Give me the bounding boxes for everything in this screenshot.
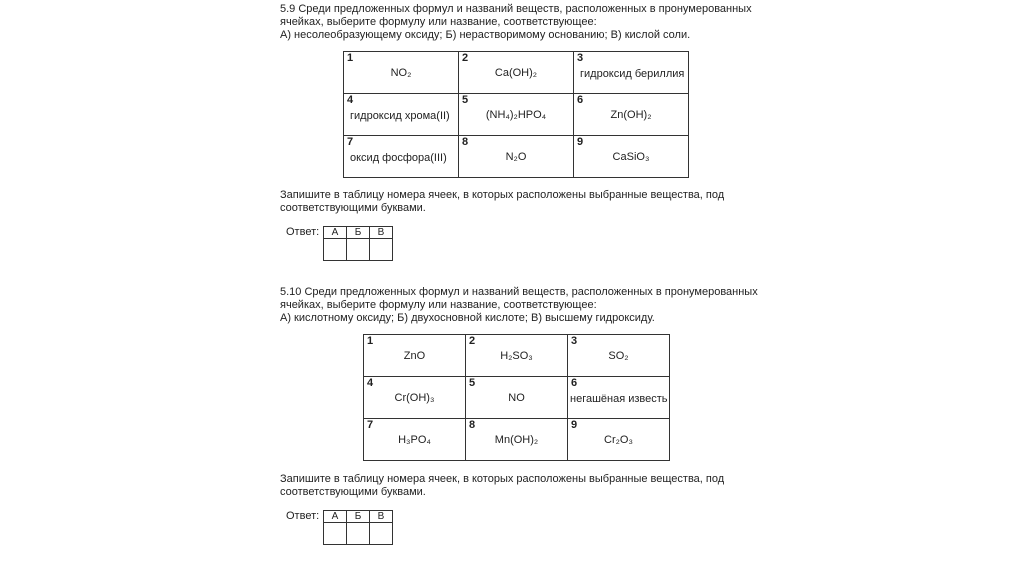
task1-intro-line: 5.9 Среди предложенных формул и названий веществ, расположенных в пронумерованных (280, 3, 752, 15)
task2-intro-line: А) кислотному оксиду; Б) двухосновной кислоте; В) высшему гидроксиду. (280, 312, 655, 324)
cell-text: NO (508, 391, 525, 404)
answer-cell-b[interactable] (347, 239, 370, 261)
task2-cell-2 (466, 335, 568, 377)
task2-cell-7 (364, 419, 466, 461)
task2-cell-5 (466, 377, 568, 419)
cell-text: N₂O (505, 150, 527, 163)
cell-number: 1 (347, 52, 354, 64)
cell-number: 9 (571, 419, 578, 431)
task1-answer-label: Ответ: (286, 226, 320, 238)
answer-cell-a[interactable] (324, 239, 347, 261)
answer-header: Б (347, 511, 370, 523)
cell-text: гидроксид бериллия (580, 68, 685, 80)
answer-header: А (324, 511, 347, 523)
answer-cell-c[interactable] (370, 523, 393, 545)
cell-number: 6 (577, 94, 584, 106)
task1-instruction-line: Запишите в таблицу номера ячеек, в которых расположены выбранные вещества, под (280, 189, 725, 201)
task2-instruction (280, 473, 780, 499)
cell-number: 5 (462, 94, 469, 106)
task1-cell-5 (459, 94, 574, 136)
cell-text: NO₂ (390, 66, 412, 79)
task1-answer-table (323, 226, 393, 261)
task1-cell-9 (574, 136, 689, 178)
cell-text: SO₂ (608, 349, 629, 362)
cell-number: 8 (462, 136, 469, 148)
cell-number: 7 (347, 136, 354, 148)
cell-number: 3 (577, 52, 584, 64)
task2-intro-line: ячейках, выберите формулу или название, соответствующее: (280, 299, 597, 311)
cell-number: 3 (571, 335, 578, 347)
task1-intro (280, 3, 780, 42)
answer-header: В (370, 227, 393, 239)
answer-header: А (324, 227, 347, 239)
answer-cell-a[interactable] (324, 523, 347, 545)
cell-text: Ca(OH)₂ (494, 66, 538, 79)
task1-cell-2 (459, 52, 574, 94)
cell-number: 4 (367, 377, 374, 389)
task1-intro-line: А) несолеобразующему оксиду; Б) нерастворимому основанию; В) кислой соли. (280, 29, 691, 41)
task2-intro-line: 5.10 Среди предложенных формул и названий веществ, расположенных в пронумерованных (280, 286, 758, 298)
cell-text: H₂SO₃ (500, 349, 533, 362)
cell-number: 1 (367, 335, 374, 347)
cell-number: 2 (469, 335, 476, 347)
task1-cell-1 (344, 52, 459, 94)
task1-cell-7 (344, 136, 459, 178)
cell-text: CaSiO₃ (612, 150, 650, 163)
task2-cell-1 (364, 335, 466, 377)
cell-number: 5 (469, 377, 476, 389)
task2-cell-8 (466, 419, 568, 461)
answer-header: Б (347, 227, 370, 239)
task2-answer-label: Ответ: (286, 510, 320, 522)
cell-text: Mn(OH)₂ (494, 433, 539, 446)
task1-instruction (280, 189, 780, 215)
task2-answer-table (323, 510, 393, 545)
cell-text: негашёная известь (570, 393, 668, 405)
task2-cell-4 (364, 377, 466, 419)
cell-number: 4 (347, 94, 354, 106)
cell-number: 6 (571, 377, 578, 389)
cell-number: 9 (577, 136, 584, 148)
cell-number: 2 (462, 52, 469, 64)
task2-instruction-line: Запишите в таблицу номера ячеек, в которых расположены выбранные вещества, под (280, 473, 725, 485)
task2-cell-6 (568, 377, 670, 419)
cell-text: оксид фосфора(III) (350, 152, 447, 164)
cell-text: (NH₄)₂HPO₄ (485, 108, 547, 121)
task1-cell-3 (574, 52, 689, 94)
task2-cell-3 (568, 335, 670, 377)
task1-intro-line: ячейках, выберите формулу или название, соответствующее: (280, 16, 597, 28)
task2-instruction-line: соответствующими буквами. (280, 486, 426, 498)
cell-number: 7 (367, 419, 374, 431)
task1-cell-4 (344, 94, 459, 136)
cell-number: 8 (469, 419, 476, 431)
cell-text: H₃PO₄ (398, 433, 431, 446)
task1-cell-6 (574, 94, 689, 136)
task2-intro (280, 286, 780, 325)
cell-text: ZnO (403, 349, 426, 362)
answer-header: В (370, 511, 393, 523)
task1-substance-table (343, 51, 689, 178)
answer-cell-b[interactable] (347, 523, 370, 545)
cell-text: Zn(OH)₂ (610, 108, 652, 121)
cell-text: Cr(OH)₃ (394, 391, 435, 404)
task1-instruction-line: соответствующими буквами. (280, 202, 426, 214)
cell-text: гидроксид хрома(II) (350, 110, 450, 122)
task2-substance-table (363, 334, 670, 461)
answer-cell-c[interactable] (370, 239, 393, 261)
cell-text: Cr₂O₃ (604, 433, 633, 446)
task2-cell-9 (568, 419, 670, 461)
task1-cell-8 (459, 136, 574, 178)
